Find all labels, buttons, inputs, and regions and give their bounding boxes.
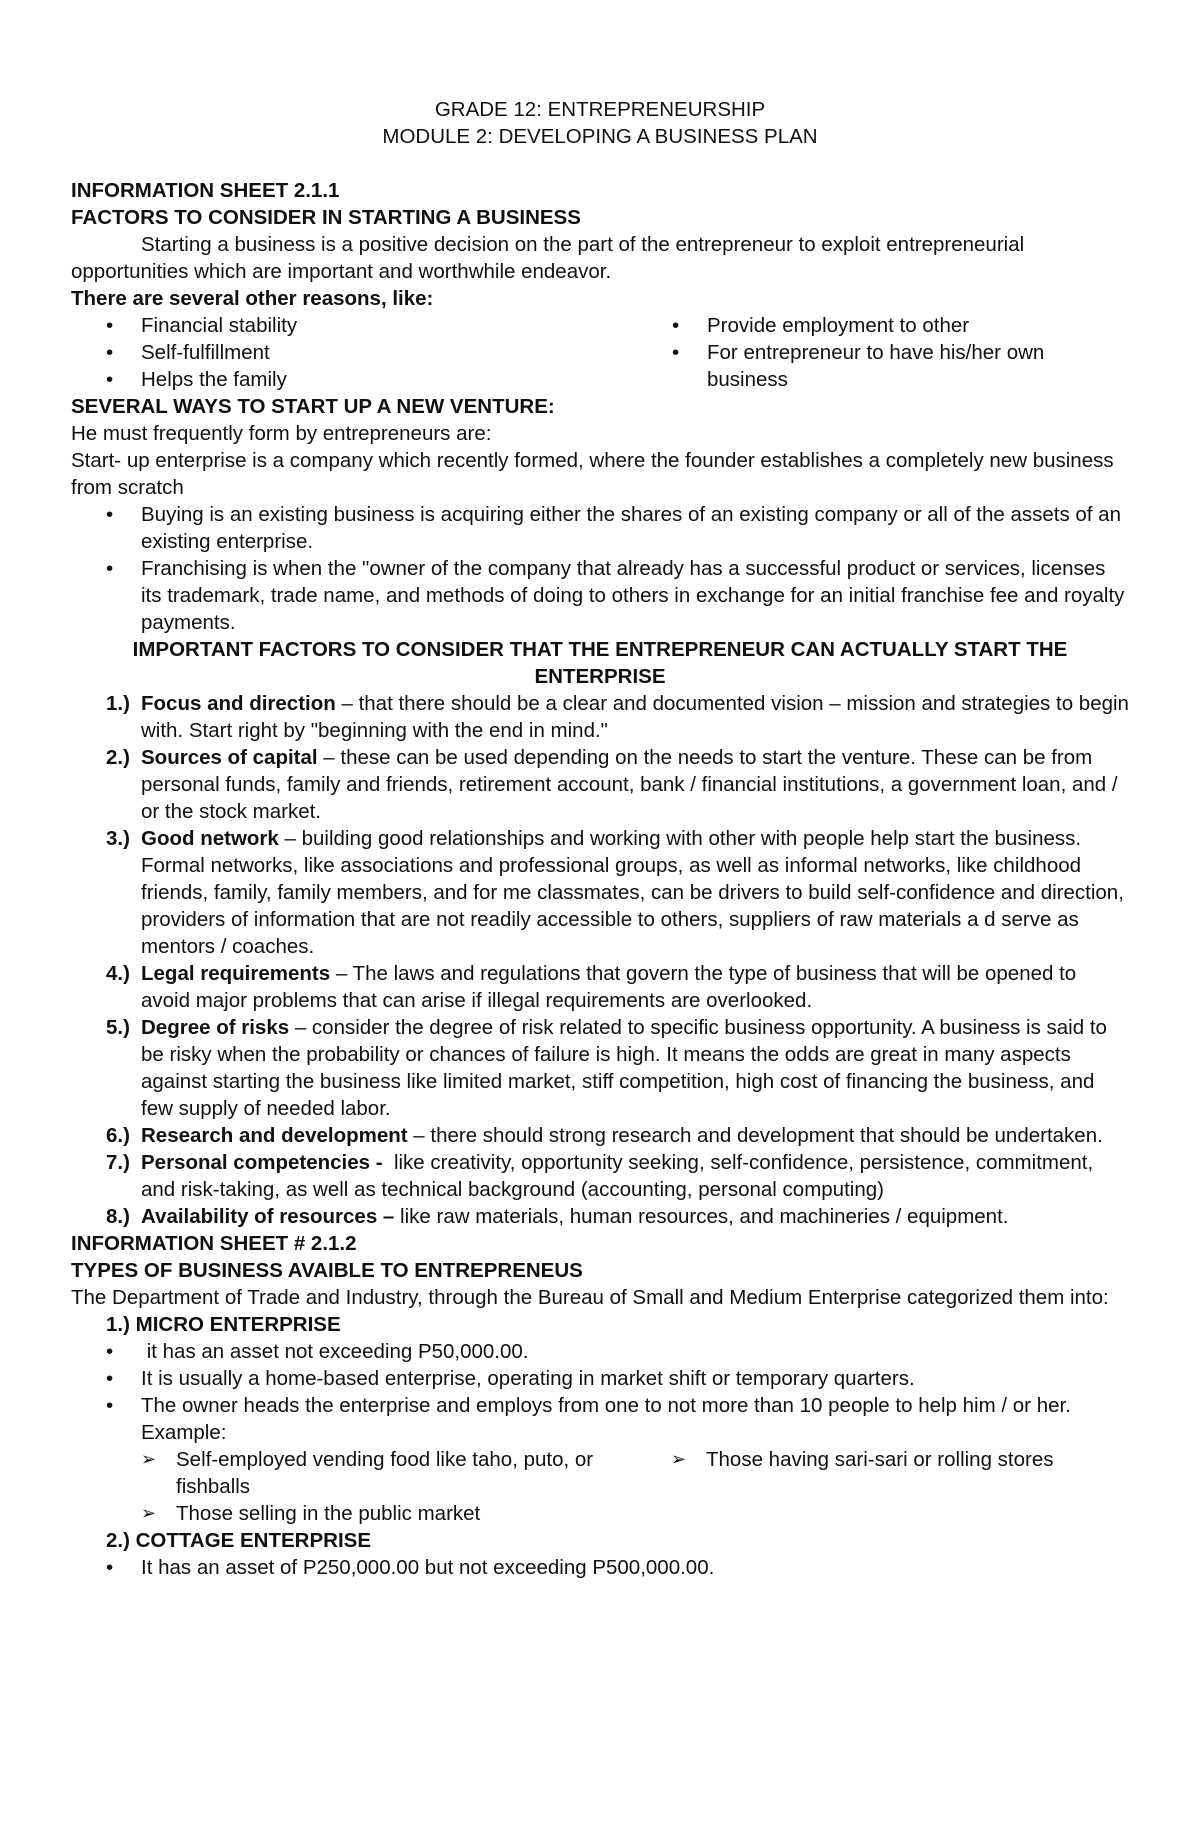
list-item: • Financial stability: [106, 314, 298, 337]
arrow-bullet-icon: ➢: [141, 1449, 157, 1469]
factor-item: 1.) Focus and direction – that there should be a clear and documented vision – mission and strategies to begin with. Start right by "beginning with the end in mind.": [106, 692, 1129, 742]
bullet-icon: •: [106, 557, 114, 580]
factor-item: 8.) Availability of resources – like raw materials, human resources, and machineries / equipment.: [106, 1205, 1009, 1228]
list-item: ➢ Those having sari-sari or rolling stores: [671, 1448, 1054, 1471]
list-item: • it has an asset not exceeding P50,000.00.: [106, 1340, 529, 1363]
arrow-bullet-icon: ➢: [141, 1503, 157, 1523]
arrow-bullet-icon: ➢: [671, 1449, 687, 1469]
list-item: • Provide employment to other: [672, 314, 970, 337]
bullet-icon: •: [106, 368, 114, 391]
bullet-icon: •: [672, 314, 680, 337]
factor-item: 5.) Degree of risks – consider the degree of risk related to specific business opportunity. A business is said to be risky when the probability or chances of failure is high. It means the odds are great in many aspects against starting the business like limited market, stiff competition, high cost of financing the business, and few supply of needed labor.: [106, 1016, 1107, 1120]
list-item: • Buying is an existing business is acquiring either the shares of an existing company or all of the assets of an existing enterprise.: [106, 503, 1121, 553]
bullet-icon: •: [106, 341, 114, 364]
sheet1-subtitle: FACTORS TO CONSIDER IN STARTING A BUSINESS: [71, 206, 581, 229]
header-grade: GRADE 12: ENTREPRENEURSHIP: [434, 98, 766, 121]
factor-item: 6.) Research and development – there should strong research and development that should be undertaken.: [106, 1124, 1103, 1147]
list-item: • For entrepreneur to have his/her own business: [672, 341, 1045, 391]
list-item: • Franchising is when the "owner of the company that already has a successful product or services, licenses its trademark, trade name, and methods of doing to others in exchange for an initial franchise fee and royalty payments.: [106, 557, 1125, 634]
bullet-icon: •: [106, 314, 114, 337]
list-item: • It is usually a home-based enterprise, operating in market shift or temporary quarters.: [106, 1367, 915, 1390]
ways-heading: SEVERAL WAYS TO START UP A NEW VENTURE:: [71, 395, 555, 418]
micro-heading: 1.) MICRO ENTERPRISE: [106, 1313, 341, 1336]
list-item: • It has an asset of P250,000.00 but not exceeding P500,000.00.: [106, 1556, 715, 1579]
factors-heading: IMPORTANT FACTORS TO CONSIDER THAT THE ENTREPRENEUR CAN ACTUALLY START THE ENTERPRISE: [132, 638, 1068, 688]
bullet-icon: •: [672, 341, 680, 364]
reasons-list: [71, 312, 1129, 393]
bullet-icon: •: [106, 1340, 114, 1363]
factor-item: 4.) Legal requirements – The laws and regulations that govern the type of business that will be opened to avoid major problems that can arise if illegal requirements are overlooked.: [106, 962, 1077, 1012]
cottage-heading: 2.) COTTAGE ENTERPRISE: [106, 1529, 372, 1552]
factor-item: 2.) Sources of capital – these can be used depending on the needs to start the venture. These can be from personal funds, family and friends, retirement account, bank / financial institutions, a government loan, and / or the stock market.: [106, 746, 1118, 823]
sheet2-title: INFORMATION SHEET # 2.1.2: [71, 1232, 357, 1255]
list-item: ➢ Those selling in the public market: [141, 1502, 481, 1525]
bullet-icon: •: [106, 1367, 114, 1390]
sheet2-subtitle: TYPES OF BUSINESS AVAIBLE TO ENTREPRENEUS: [71, 1259, 583, 1282]
list-item: ➢ Self-employed vending food like taho, puto, or fishballs: [141, 1448, 594, 1498]
factor-item: 3.) Good network – building good relationships and working with other with people help start the business. Formal networks, like associations and professional groups, as well as informal networks, like childhood friends, family, family members, and for me classmates, can be drivers to build self-confidence and direction, providers of information that are not readily accessible to others, suppliers of raw materials a d serve as mentors / coaches.: [106, 827, 1124, 958]
list-item: • Helps the family: [106, 368, 287, 391]
factor-item: 7.) Personal competencies - like creativity, opportunity seeking, self-confidence, persistence, commitment, and risk-taking, as well as technical background (accounting, personal computing): [106, 1151, 1094, 1201]
sheet2-intro: The Department of Trade and Industry, through the Bureau of Small and Medium Enterprise categorized them into:: [71, 1286, 1109, 1309]
bullet-icon: •: [106, 503, 114, 526]
header-module: MODULE 2: DEVELOPING A BUSINESS PLAN: [382, 125, 818, 148]
factors-list: [71, 690, 1129, 1230]
sheet1-title: INFORMATION SHEET 2.1.1: [71, 179, 340, 202]
bullet-icon: •: [106, 1556, 114, 1579]
list-item: • The owner heads the enterprise and employs from one to not more than 10 people to help him / or her.: [106, 1394, 1071, 1417]
examples-list: [71, 1446, 1129, 1527]
sheet1-intro: Starting a business is a positive decision on the part of the entrepreneur to exploit entrepreneurial opportunities which are important and worthwhile endeavor.: [71, 233, 1025, 283]
bullet-icon: •: [106, 1394, 114, 1417]
list-item: • Self-fulfillment: [106, 341, 270, 364]
reasons-heading: There are several other reasons, like:: [71, 287, 434, 310]
startup-text: Start- up enterprise is a company which recently formed, where the founder establishes a completely new business from scratch: [71, 449, 1114, 499]
ways-intro: He must frequently form by entrepreneurs are:: [71, 422, 492, 445]
example-label: Example:: [141, 1421, 227, 1444]
